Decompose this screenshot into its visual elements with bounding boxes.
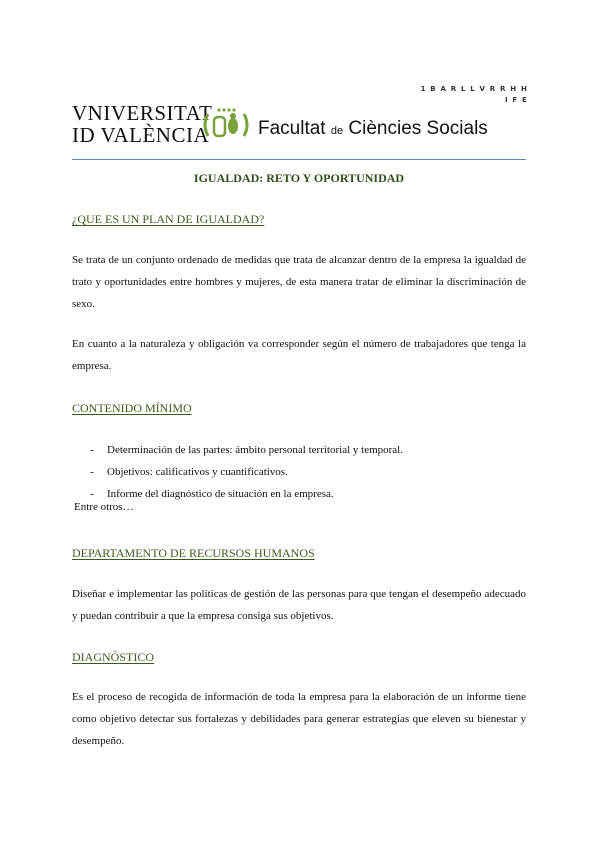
section-heading-contenido-minimo: CONTENIDO MÍNIMO xyxy=(72,401,192,415)
list-item: - Determinación de las partes: ámbito personal territorial y temporal. xyxy=(90,444,403,456)
section-heading-diagnostico: DIAGNÓSTICO xyxy=(72,650,154,664)
document-code xyxy=(421,84,528,106)
header-divider xyxy=(72,159,526,160)
section-heading-recursos-humanos: DEPARTAMENTO DE RECURSOS HUMANOS xyxy=(72,546,315,560)
document-code-line1: 1 B A R L L V R R H H xyxy=(420,85,528,93)
document-code-line2: I F E xyxy=(504,96,528,104)
contenido-minimo-list xyxy=(90,439,403,505)
list-item: - Objetivos: calificativos y cuantificativos. xyxy=(90,466,288,478)
faculty-word-de: de xyxy=(330,125,344,137)
university-logo xyxy=(72,102,212,146)
list-item: - Informe del diagnóstico de situación en la empresa. xyxy=(90,488,334,500)
faculty-name xyxy=(258,118,488,140)
paragraph-plan-obligation: En cuanto a la naturaleza y obligación va corresponder según el número de trabajadores que tenga la empresa. xyxy=(72,338,526,372)
university-name-line2: ID VALÈNCIA xyxy=(72,123,210,147)
paragraph-diagnostico: Es el proceso de recogida de información de toda la empresa para la elaboración de un informe tiene como objetivo detectar sus fortalezas y debilidades para generar estrategias que eleven su bienestar y desempeño. xyxy=(72,691,526,747)
university-emblem-icon xyxy=(200,104,252,146)
paragraph-plan-definition: Se trata de un conjunto ordenado de medidas que trata de alcanzar dentro de la empresa la igualdad de trato y oportunidades entre hombres y mujeres, de esta manera tratar de eliminar la discriminación de sexo. xyxy=(72,254,526,310)
paragraph-recursos-humanos: Diseñar e implementar las políticas de gestión de las personas para que tengan el desempeño adecuado y puedan contribuir a que la empresa consiga sus objetivos. xyxy=(72,588,526,622)
list-trailing-text: Entre otros… xyxy=(74,501,134,513)
university-name-line1: VNIVERSITAT xyxy=(72,101,213,125)
faculty-word-facultat: Facultat xyxy=(258,118,326,139)
document-title: IGUALDAD: RETO Y OPORTUNIDAD xyxy=(193,171,405,185)
faculty-word-ciencies-socials: Ciències Socials xyxy=(348,118,488,139)
section-heading-plan-igualdad: ¿QUE ES UN PLAN DE IGUALDAD? xyxy=(72,212,265,226)
